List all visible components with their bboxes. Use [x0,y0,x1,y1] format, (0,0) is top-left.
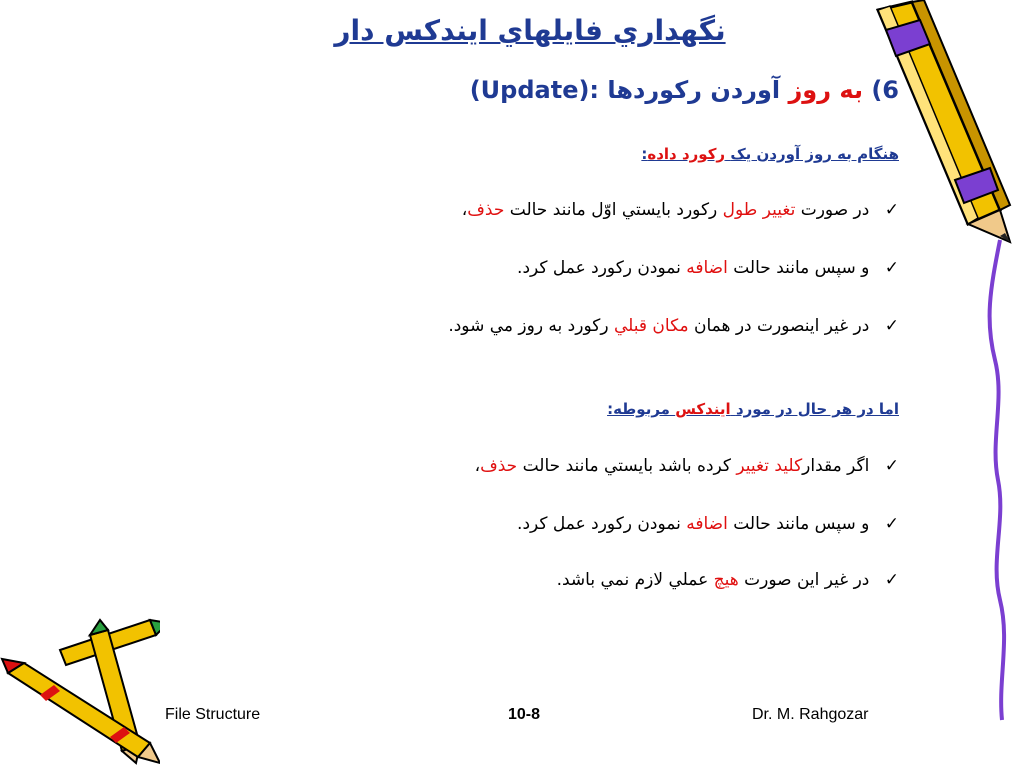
heading-highlight: به روز [788,76,863,104]
list-item [517,514,899,534]
list-item [557,570,899,590]
bullet-text: نمودن رکورد عمل کرد. [517,514,681,534]
bullet-text: در غير اين صورت [744,570,870,590]
bullet-text: نمودن رکورد عمل کرد. [517,258,681,278]
section2-label-text: مربوطه: [607,400,670,418]
heading-number: 6) [871,76,899,104]
bullet-text: کرده باشد بايستي مانند حالت [522,456,731,476]
bullet-text: و سپس مانند حالت [733,514,870,534]
checkmark-icon: ✓ [884,316,899,336]
bullet-text: رکورد بايستي اوّل مانند حالت [509,200,718,220]
list-item [448,316,899,336]
footer-author: Dr. M. Rahgozar [752,706,869,723]
bullet-text: و سپس مانند حالت [733,258,870,278]
checkmark-icon: ✓ [884,456,899,476]
bullet-highlight: کليد تغيير [736,456,803,476]
footer-page-number: 10-8 [508,706,541,723]
heading-english: (Update): [469,76,600,104]
footer-course: File Structure [165,706,261,723]
section2-label-text: اما در هر حال در مورد [735,400,899,418]
bullet-text: در غير اينصورت در همان [693,316,870,336]
list-item [475,456,899,476]
bullet-text: در صورت [800,200,870,220]
bullet-punct: ، [474,456,481,476]
section-heading [470,76,899,104]
bullet-highlight: حذف [480,456,518,476]
list-item [517,258,899,278]
checkmark-icon: ✓ [884,570,899,590]
bullet-highlight: اضافه [686,258,728,278]
slide-title: نگهداري فايلهاي ايندکس دار [334,14,726,47]
slide-footer [0,706,1024,730]
bullet-highlight: حذف [467,200,505,220]
heading-text: آوردن رکوردها [607,76,781,104]
section2-label-highlight: ايندکس [675,400,731,418]
bullet-punct: ، [461,200,468,220]
bullet-text: رکورد به روز مي شود. [448,316,609,336]
list-item [462,200,899,220]
section1-label-colon: : [641,145,648,163]
bullet-text: عملي لازم نمي باشد. [556,570,709,590]
bullet-highlight: مکان قبلي [613,316,689,336]
pencils-cluster-icon [0,615,160,765]
checkmark-icon: ✓ [884,258,899,278]
section1-label-highlight: رکورد داده [647,145,726,163]
bullet-highlight: اضافه [686,514,728,534]
bullet-highlight: تغيير طول [722,200,796,220]
pencil-icon [850,0,1024,760]
checkmark-icon: ✓ [884,200,899,220]
section1-label-text: هنگام به روز آوردن يک [730,145,899,163]
checkmark-icon: ✓ [884,514,899,534]
bullet-text: اگر مقدار [802,456,870,476]
bullet-highlight: هيچ [713,570,739,590]
